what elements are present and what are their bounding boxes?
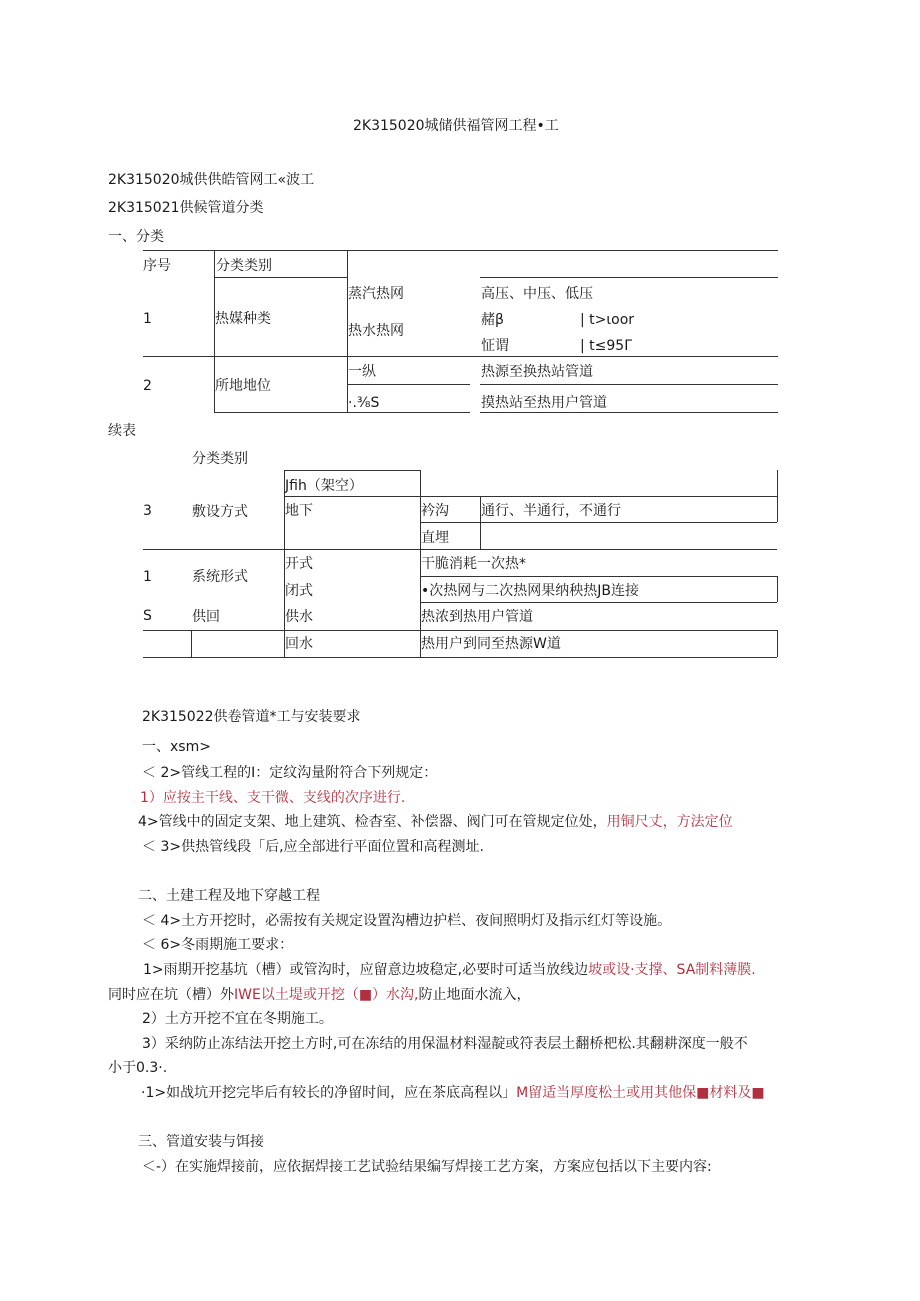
row-subtype: ·.⅜S — [348, 395, 380, 411]
heading-1: 2K315020城供供皓管网工«波工 — [108, 172, 315, 188]
paragraph-text: ·1>如战坑开挖完毕后有较长的净留时间，应在茶底高程以」 — [141, 1085, 517, 1101]
table-line — [420, 576, 777, 577]
table-line — [480, 277, 778, 278]
row-subtype: 一纵 — [348, 364, 376, 380]
table-line — [284, 470, 420, 471]
table-line — [214, 277, 347, 278]
row-category: 所地地位 — [215, 378, 271, 394]
row-subtype: 热水热网 — [348, 323, 404, 339]
row-value: | t>ιoor — [580, 312, 635, 328]
paragraph: 2）土方开挖不宜在冬期施工。 — [142, 1011, 333, 1027]
row-subtype: 回水 — [285, 636, 313, 652]
row-value: | t≤95Γ — [580, 338, 633, 354]
table-line — [143, 657, 777, 658]
paragraph: 小于0.3·. — [108, 1060, 168, 1076]
paragraph — [141, 1085, 765, 1102]
row-number: S — [143, 608, 152, 624]
table-line — [284, 496, 777, 497]
header-number: 序号 — [143, 258, 171, 274]
paragraph: ＜ 3>供热管线段「后,应全部进行平面位置和高程测址. — [142, 839, 484, 855]
paragraph: 3）采纳防止冻结法开挖土方时,可在冻结的用保温材料湿靛或符表层土翻桥杷松.其翻耕深度一般不 — [142, 1036, 748, 1052]
paragraph — [138, 814, 733, 831]
section-1-heading: 一、分类 — [108, 229, 164, 245]
paragraph-highlight: 坡或设·支撑、SA制料薄膜. — [588, 962, 756, 978]
row-subtype: 蒸汽热网 — [348, 286, 404, 302]
paragraph-text: 1>雨期开挖基坑（槽）或管沟时，应留意边坡稳定,必要时可适当放线边 — [143, 962, 589, 978]
table-line — [143, 549, 777, 550]
paragraph-text: 防止地面水流入， — [418, 987, 531, 1003]
table-line — [214, 412, 470, 413]
table-line — [777, 576, 778, 602]
row-category: 系统形式 — [192, 569, 248, 585]
row-number: 1 — [143, 311, 152, 327]
section-4-heading: 三、管道安装与饵接 — [138, 1134, 264, 1150]
paragraph-highlight: 用铜尺丈，方法定位 — [606, 814, 733, 830]
heading-2: 2K315021供候管道分类 — [108, 200, 264, 216]
row-subtype: Jfih（架空） — [285, 478, 363, 494]
paragraph-text: 同时应在坑（槽）外 — [108, 987, 234, 1003]
header-category: 分类类别 — [216, 258, 272, 274]
table-line — [480, 384, 778, 385]
row-subtype-detail: 衿沟 — [421, 503, 449, 519]
table-line — [420, 522, 777, 523]
table-line — [420, 602, 777, 603]
table-line — [143, 356, 778, 357]
row-subtype: 供水 — [285, 609, 313, 625]
row-subtype-detail: 直埋 — [421, 530, 449, 546]
paragraph: ＜ 2>管线工程的I：定纹沟量附符合下列规定： — [142, 765, 438, 781]
row-number: 1 — [143, 569, 152, 585]
row-value: 热浓到热用户管道 — [421, 609, 533, 625]
row-value: 干脆消耗一次热* — [421, 556, 526, 572]
paragraph-text: 4>管线中的固定支架、地上建筑、检杳室、补偿器、阀门可在管规定位处， — [138, 814, 607, 830]
row-value: 摸热站至热用户管道 — [481, 395, 607, 411]
table-line — [347, 384, 470, 385]
paragraph: ＜ 6>冬雨期施工要求： — [142, 937, 294, 953]
paragraph — [108, 987, 531, 1004]
paragraph-highlight: 1）应按主干线、支干微、支线的次序进行. — [140, 790, 406, 806]
row-subtype-detail: 赭β — [481, 312, 504, 328]
row-value: 热源至换热站管道 — [481, 364, 593, 380]
row-subtype: 闭式 — [285, 583, 313, 599]
section-2-heading: 一、xsm> — [142, 739, 211, 755]
paragraph-highlight: IWE以土堤或开挖（■）水沟, — [234, 987, 419, 1003]
doc-title: 2K315020城储供福管网工程•工 — [353, 118, 559, 134]
row-category: 供回 — [192, 609, 220, 625]
table-line — [143, 250, 778, 251]
row-subtype: 开式 — [285, 556, 313, 572]
paragraph: ＜ 4>土方开挖时，必需按有关规定设置沟槽边护栏、夜间照明灯及指示红灯等设施。 — [142, 913, 672, 929]
table-line — [480, 412, 778, 413]
row-number: 3 — [143, 503, 152, 519]
row-number: 2 — [143, 378, 152, 394]
table-line — [143, 630, 777, 631]
table-line — [777, 470, 778, 522]
table-line — [191, 630, 192, 657]
section-3-heading: 二、土建工程及地下穿越工程 — [138, 888, 320, 904]
heading-3: 2K315022供卷管道*工与安装要求 — [142, 709, 361, 725]
row-value: 热用户到同至热源W道 — [421, 636, 561, 652]
row-subtype-detail: 怔谓 — [481, 338, 509, 354]
row-subtype: 地下 — [285, 503, 313, 519]
table-line — [777, 630, 778, 657]
header-category: 分类类别 — [192, 451, 248, 467]
row-category: 敷设方式 — [192, 504, 248, 520]
row-value: 高压、中压、低压 — [481, 286, 593, 302]
paragraph — [143, 962, 756, 979]
row-category: 热媒种类 — [215, 311, 271, 327]
continued-label: 续表 — [108, 423, 136, 439]
row-value: 通行、半通行，不通行 — [481, 503, 621, 519]
row-value: •次热网与二次热网果纳秧热JB连接 — [421, 583, 639, 599]
paragraph: ＜-）在实施焊接前，应依据焊接工艺试验结果编写焊接工艺方案，方案应包括以下主要内容: — [142, 1159, 712, 1175]
paragraph-highlight: M留适当厚度松土或用其他保■材料及■ — [516, 1085, 765, 1101]
